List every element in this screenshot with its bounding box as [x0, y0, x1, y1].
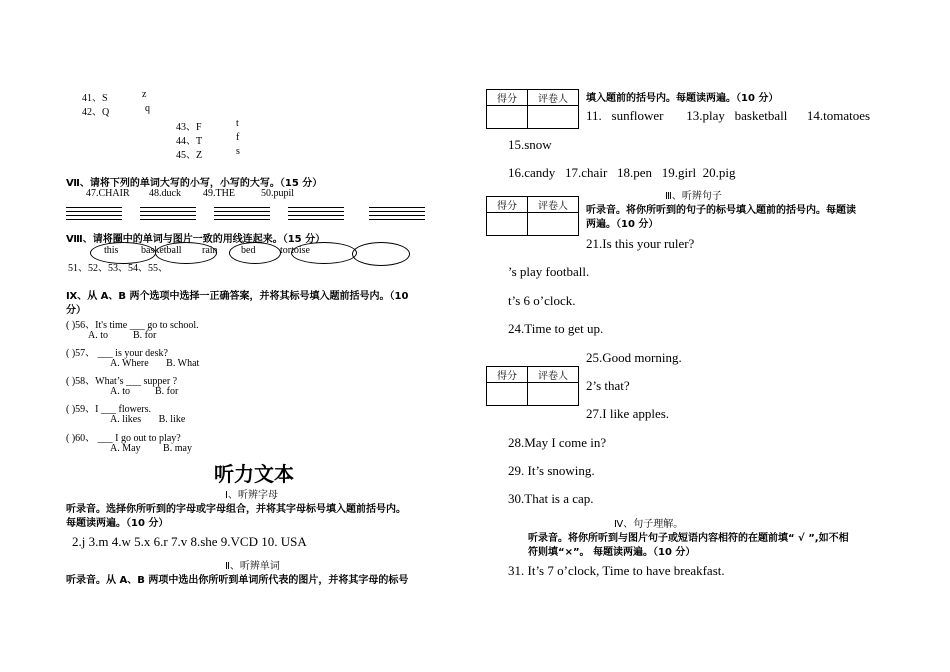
- sentence-30: 30.That is a cap.: [508, 491, 594, 506]
- part-3-instruction-cont: 两遍。（10 分）: [586, 219, 659, 230]
- sentence-31: 31. It’s 7 o’clock, Time to have breakfast.: [508, 563, 725, 578]
- grader-label: 评卷人: [528, 90, 579, 106]
- sec8-numbers: 51、52、53、54、55、: [68, 263, 168, 274]
- writing-lines-5: [369, 207, 425, 221]
- score-label: 得分: [487, 90, 528, 106]
- part-1-title: Ⅰ、听辨字母: [225, 490, 278, 501]
- letter-44: 44、T: [176, 136, 203, 147]
- oval-word-basketball: basketball: [141, 245, 182, 256]
- question-57: ( )57、 ___ is your desk?: [66, 348, 168, 359]
- letter-45: 45、Z: [176, 150, 203, 161]
- question-58: ( )58、What’s ___ supper ?: [66, 376, 178, 387]
- question-60-options: A. May B. may: [110, 443, 192, 454]
- question-57-options: A. Where B. What: [110, 358, 200, 369]
- score-box-1: [486, 89, 579, 129]
- sentence-24: 24.Time to get up.: [508, 321, 604, 336]
- question-56-options: A. to B. for: [88, 330, 157, 341]
- word-oval-5: [352, 242, 410, 266]
- letter-41: 41、S: [82, 93, 108, 104]
- section-8-title: Ⅷ、请将圈中的单词与图片一致的用线连起来。（15 分）: [66, 234, 326, 245]
- listening-text-title: 听力文本: [214, 462, 294, 486]
- score-box-3: [486, 366, 579, 406]
- part-3-instruction: 听录音。将你所听到的句子的标号填入题前的括号内。每题读: [586, 205, 856, 216]
- score-cell[interactable]: [487, 213, 528, 236]
- oval-word-tortoise: tortoise: [280, 245, 310, 256]
- part-2-instruction: 听录音。从 A、B 两项中选出你所听到单词所代表的图片，并将其字母的标号: [66, 575, 409, 586]
- word-15: 15.snow: [508, 137, 552, 152]
- sentence-27: 27.I like apples.: [586, 406, 670, 421]
- question-56: ( )56、It's time ___ go to school.: [66, 320, 199, 331]
- grader-label: 评卷人: [528, 367, 579, 383]
- part-4-instruction-cont: 符则填“×”。 每题读两遍。（10 分）: [528, 547, 696, 558]
- words-16-20: 16.candy 17.chair 18.pen 19.girl 20.pig: [508, 165, 736, 180]
- letter-42-answer: q: [145, 103, 150, 114]
- question-58-options: A. to B. for: [110, 386, 179, 397]
- writing-lines-3: [214, 207, 270, 221]
- letter-44-answer: f: [236, 132, 240, 143]
- writing-lines-2: [140, 207, 196, 221]
- part-1-instruction: 听录音。选择你所听到的字母或字母组合，并将其字母标号填入题前括号内。: [66, 504, 406, 515]
- score-cell[interactable]: [487, 383, 528, 406]
- sentence-29: 29. It’s snowing.: [508, 463, 595, 478]
- grader-cell[interactable]: [528, 213, 579, 236]
- score-cell[interactable]: [487, 106, 528, 129]
- grader-cell[interactable]: [528, 106, 579, 129]
- part-2-instruction-cont: 填入题前的括号内。每题读两遍。（10 分）: [586, 93, 779, 104]
- writing-lines-4: [288, 207, 344, 221]
- letter-43-answer: t: [236, 118, 239, 129]
- part-2-title: Ⅱ、听辨单词: [225, 561, 280, 572]
- sentence-22: ’s play football.: [508, 264, 590, 279]
- part-1-answers: 2.j 3.m 4.w 5.x 6.r 7.v 8.she 9.VCD 10. USA: [72, 534, 307, 549]
- sentence-26: 2’s that?: [586, 378, 630, 393]
- part-1-instruction-cont: 每题读两遍。（10 分）: [66, 518, 169, 529]
- sec7-word-47: 47.CHAIR: [86, 188, 130, 199]
- writing-lines-1: [66, 207, 122, 221]
- words-11-14: 11. sunflower 13.play basketball 14.tomatoes: [586, 108, 871, 123]
- sentence-23: t’s 6 o’clock.: [508, 293, 576, 308]
- letter-45-answer: s: [236, 146, 240, 157]
- part-4-instruction: 听录音。将你所听到与图片句子或短语内容相符的在题前填“ √ ”,如不相: [528, 533, 849, 544]
- score-label: 得分: [487, 197, 528, 213]
- section-9-title-cont: 分）: [66, 305, 86, 316]
- letter-43: 43、F: [176, 122, 202, 133]
- section-9-title: Ⅸ、从 A、B 两个选项中选择一正确答案，并将其标号填入题前括号内。（10: [66, 291, 409, 302]
- sentence-25: 25.Good morning.: [586, 350, 682, 365]
- question-60: ( )60、 ___ I go out to play?: [66, 433, 181, 444]
- score-label: 得分: [487, 367, 528, 383]
- part-3-title: Ⅲ、听辨句子: [665, 191, 722, 202]
- sentence-21: 21.Is this your ruler?: [586, 236, 695, 251]
- sec7-word-48: 48.duck: [149, 188, 181, 199]
- question-59: ( )59、I ___ flowers.: [66, 404, 151, 415]
- sentence-28: 28.May I come in?: [508, 435, 607, 450]
- oval-word-bed: bed: [241, 245, 256, 256]
- part-4-title: Ⅳ、句子理解。: [614, 519, 684, 530]
- oval-word-rain: rain: [202, 245, 218, 256]
- question-59-options: A. likes B. like: [110, 414, 186, 425]
- letter-41-answer: z: [142, 89, 147, 100]
- section-7-title: Ⅶ、请将下列的单词大写的小写，小写的大写。（15 分）: [66, 178, 323, 189]
- sec7-word-49: 49.THE: [203, 188, 235, 199]
- grader-label: 评卷人: [528, 197, 579, 213]
- sec7-word-50: 50.pupil: [261, 188, 295, 199]
- oval-word-this: this: [104, 245, 119, 256]
- letter-42: 42、Q: [82, 107, 110, 118]
- score-box-2: [486, 196, 579, 236]
- grader-cell[interactable]: [528, 383, 579, 406]
